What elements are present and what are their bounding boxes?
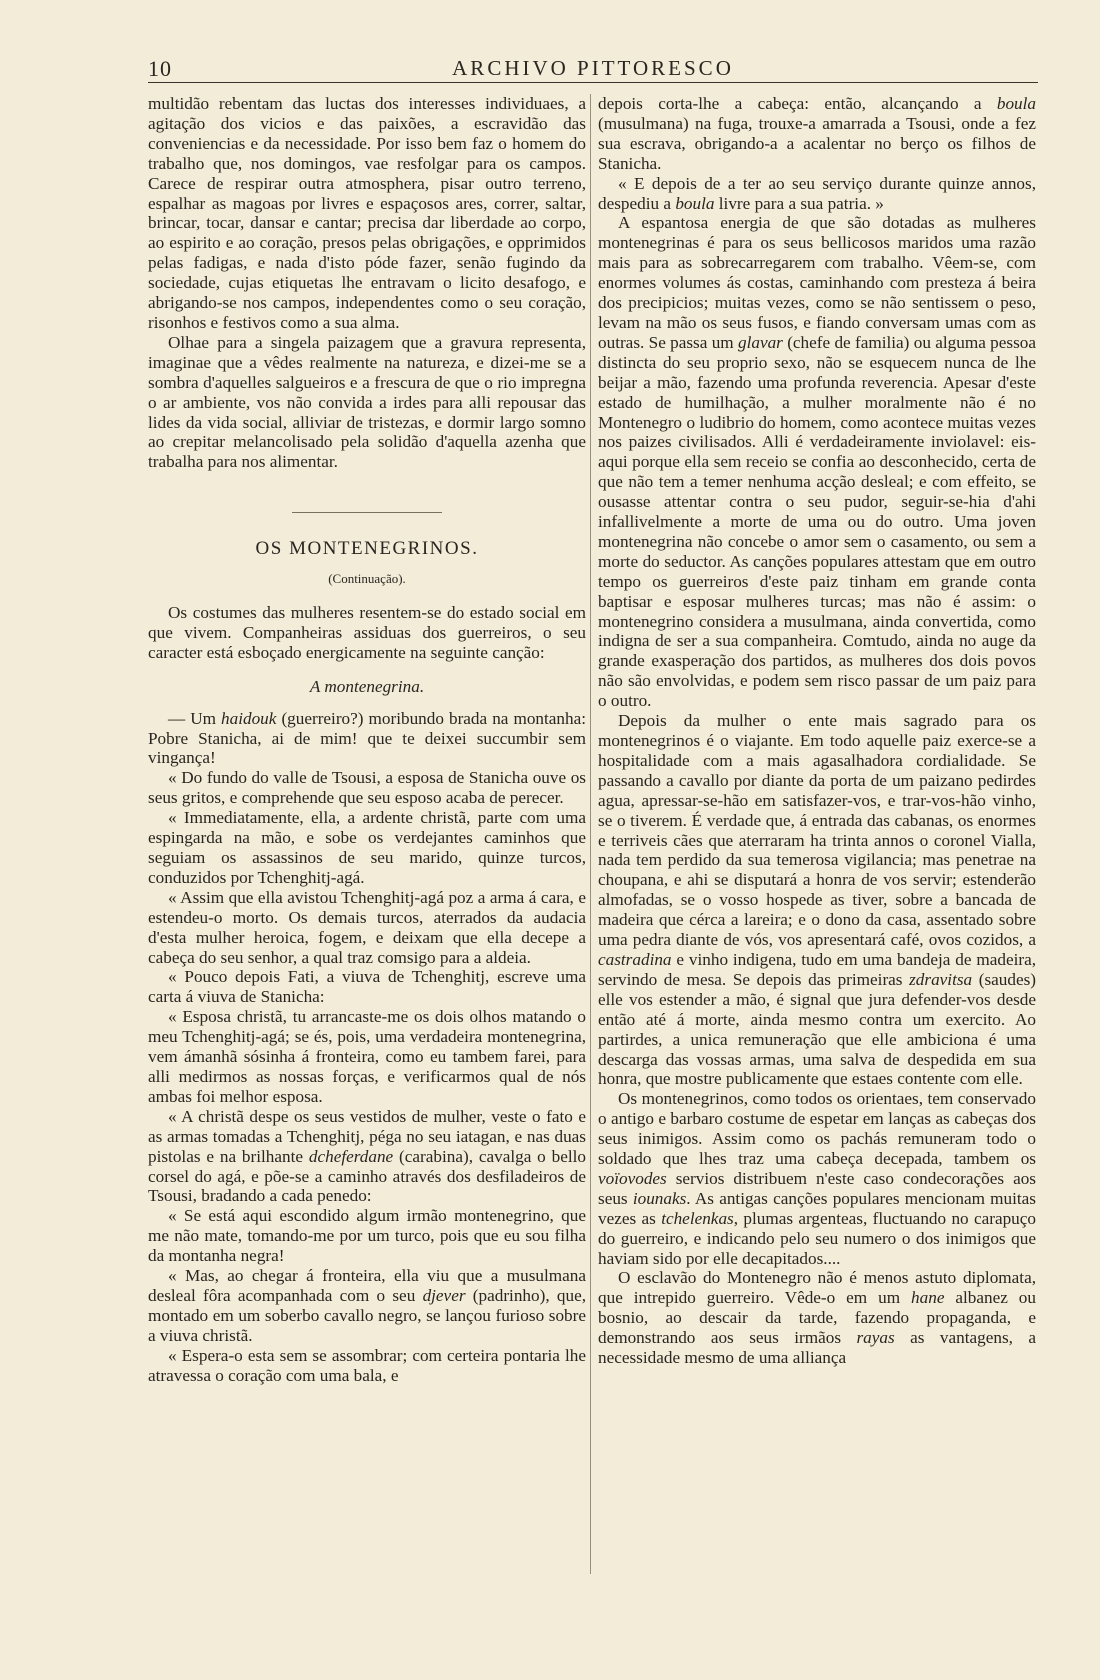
song-title: A montenegrina. xyxy=(309,676,425,696)
italic-term: dcheferdane xyxy=(308,1146,394,1166)
paragraph: multidão rebentam das luctas dos interesses individuaes, a agitação dos vicios e das paixões, a escravidão das conveniencias e da necessidade. Por isso bem faz o homem do trabalho que, nos domingos, vae resfolgar para os campos. Carece de respirar outra atmosphera, pisar outro terreno, espalhar as magoas por livres e espaçosos ares, correr, saltar, brincar, tocar, dansar e cantar; precisa dar liberdade ao corpo, ao espirito e ao coração, presos pelas obrigações, e opprimidos pelas fadigas, e nada d'isto póde fazer, senão fugindo da sociedade, cujas etiquetas lhe entravam o licito desafogo, e abrigando-se nos campos, independentes como o seu coração, risonhos e festivos como a sua alma. xyxy=(148,94,586,332)
italic-term: hane xyxy=(911,1288,945,1308)
paragraph: Depois da mulher o ente mais sagrado para os montenegrinos é o viajante. Em todo aquelle paiz exerce-se a hospitalidade com a mais agasalhadora cordialidade. Se passando a cavallo por diante da porta de um paizano pedirdes agua, apressar-se-hão em satisfazer-vos, e trar-vos-hão vinho, se o tiverem. É verdade que, á entrada das cabanas, os enormes e terriveis cães que aterraram ha trinta annos o coronel Vialla, nada tem perdido da sua temerosa vigilancia; mas penetrae na choupana, e ahi se disputará a honra de vos servir; estenderão almofadas, se o vosso hospede as tiver, sobre a bancada de madeira que cérca a lareira; e o dono da casa, assentado sobre uma pedra diante de vós, vos apresentará café, ovos cozidos, a castradina e vinho indigena, tudo em uma bandeja de madeira, servindo de mesa. Se depois das primeiras zdravitsa (saudes) elle vos estender a mão, é signal que jura defender-vos desde então até á morte, ainda mesmo contra um exercito. Ao partirdes, a unica remuneração que elle ambiciona é uma descarga das vossas armas, uma salva de despedida em sua honra, que mostre publicamente que estaes contente com elle. xyxy=(598,711,1036,1089)
italic-term: tchelenkas xyxy=(661,1208,734,1228)
paragraph: Os costumes das mulheres resentem-se do estado social em que vivem. Companheiras assiduas dos guerreiros, o seu caracter está esboçado energicamente na seguinte canção: xyxy=(148,603,586,662)
column-divider xyxy=(590,94,591,1574)
paragraph: « Immediatamente, ella, a ardente christã, parte com uma espingarda na mão, e sobe os verdejantes caminhos que seguiam os assassinos de seu marido, quinze turcos, conduzidos por Tchenghitj-agá. xyxy=(148,808,586,887)
italic-term: zdravitsa xyxy=(909,969,973,989)
header-rule xyxy=(148,82,1038,83)
paragraph: A espantosa energia de que são dotadas as mulheres montenegrinas é para os seus bellicosos maridos uma razão mais para as sobrecarregarem com trabalho. Vêem-se, com enormes volumes ás costas, caminhando com presteza á beira dos precipicios; muitas vezes, como se não sentissem o peso, levam na mão os seus fusos, e fiando conversam umas com as outras. Se passa um glavar (chefe de familia) ou alguma pessoa distincta do seu proprio sexo, não se esquecem nunca de lhe beijar a mão, fazendo uma profunda reverencia. Apesar d'este estado de humilhação, a mulher moralmente não é no Montenegro o ludibrio do homem, como acontece muitas vezes nos paizes civilisados. Alli é verdadeiramente inviolavel: eis-aqui porque ella sem receio se confia ao desconhecido, certa de que não tem a temer nenhuma acção desleal; e com effeito, se ousasse attentar contra o seu pudor, seguir-se-hia d'ahi infallivelmente a morte de uma ou do outro. Uma joven montenegrina não concebe o amor sem o casamento, ou sem a morte do seductor. As canções populares attestam que em outro tempo os guerreiros d'este paiz tinham em grande conta baptisar e esposar mulheres turcas; mas não é assim: o montenegrino considera a musulmana, ainda convertida, como indigna de ser a sua companheira. Comtudo, ainda no auge da grande exasperação dos partidos, as mulheres dos dois povos não são envolvidas, e podem sem risco passar de um paiz para o outro. xyxy=(598,213,1036,711)
paragraph: O esclavão do Montenegro não é menos astuto diplomata, que intrepido guerreiro. Vêde-o em um hane albanez ou bosnio, ao descair da tarde, fazendo propaganda, e demonstrando aos seus irmãos rayas as vantagens, a necessidade mesmo de uma alliança xyxy=(598,1268,1037,1368)
page-header xyxy=(148,56,1038,80)
paragraph: « Se está aqui escondido algum irmão montenegrino, que me não mate, tomando-me por um turco, pois que eu sou filha da montanha negra! xyxy=(148,1206,586,1266)
running-title: ARCHIVO PITTORESCO xyxy=(452,56,734,80)
paragraph: « Espera-o esta sem se assombrar; com certeira pontaria lhe atravessa o coração com uma bala, e xyxy=(148,1345,586,1385)
paragraph: « Esposa christã, tu arrancaste-me os dois olhos matando o meu Tchenghitj-agá; se és, pois, uma verdadeira montenegrina, vem ámanhã sósinha á fronteira, como eu tambem farei, para alli medirmos as nossas forças, e verificarmos qual de nós ambas foi melhor esposa. xyxy=(148,1007,586,1106)
paragraph: « Mas, ao chegar á fronteira, ella viu que a musulmana desleal fôra acompanhada com o seu djever (padrinho), que, montado em um soberbo cavallo negro, se lançou furioso sobre a viuva christã. xyxy=(148,1266,586,1345)
italic-term: iounaks xyxy=(632,1188,687,1208)
italic-term: boula xyxy=(996,94,1036,113)
right-column xyxy=(598,94,1036,1368)
italic-term: voïovodes xyxy=(598,1168,667,1188)
left-column xyxy=(148,94,586,1385)
italic-term: rayas xyxy=(856,1328,895,1348)
italic-term: glavar xyxy=(738,332,783,352)
paragraph: Os montenegrinos, como todos os orientaes, tem conservado o antigo e barbaro costume de espetar em lanças as cabeças dos seus inimigos. Assim como os pachás remuneram todo o soldado que lhes traz uma cabeça decepada, tambem os voïovodes servios distribuem n'este caso condecorações aos seus iounaks. As antigas canções populares mencionam muitas vezes as tchelenkas, plumas argenteas, fluctuando no carapuço do guerreiro, e indicando pelo seu numero o dos inimigos que haviam sido por elle decapitados.... xyxy=(598,1089,1036,1268)
paragraph: « E depois de a ter ao seu serviço durante quinze annos, despediu a boula livre para a sua patria. » xyxy=(598,173,1036,213)
paragraph: « Pouco depois Fati, a viuva de Tchenghitj, escreve uma carta á viuva de Stanicha: xyxy=(148,967,586,1007)
paragraph: — Um haidouk (guerreiro?) moribundo brada na montanha: Pobre Stanicha, ai de mim! que te deixei succumbir sem vingança! xyxy=(148,708,586,768)
paragraph: « Do fundo do valle de Tsousi, a esposa de Stanicha ouve os seus gritos, e comprehende que seu esposo acaba de perecer. xyxy=(148,768,586,808)
paragraph: Olhae para a singela paizagem que a gravura representa, imaginae que a vêdes realmente na natureza, e dizei-me se a sombra d'aquelles salgueiros e a frescura de que o rio impregna o ar ambiente, vos não convida a irdes para alli repousar das lides da vida social, alliviar de tristezas, e dormir largo somno ao crepitar melancolisado pela solidão d'aquella azenha que trabalha para nos alimentar. xyxy=(148,332,586,472)
page-number: 10 xyxy=(148,56,172,81)
section-separator xyxy=(292,512,442,513)
continuation-note: (Continuação). xyxy=(328,571,406,587)
paragraph: depois corta-lhe a cabeça: então, alcançando a boula (musulmana) na fuga, trouxe-a amarrada a Tsousi, onde a fez sua escrava, obrigando-a a acalentar no berço os filhos de Stanicha. xyxy=(598,94,1036,173)
paragraph: « Assim que ella avistou Tchenghitj-agá poz a arma á cara, e estendeu-o morto. Os demais turcos, aterrados da audacia d'esta mulher heroica, fogem, e deixam que ella decepe a cabeça do seu senhor, a qual traz comsigo para a aldeia. xyxy=(148,887,586,967)
italic-term: boula xyxy=(675,193,715,213)
italic-term: djever xyxy=(422,1285,466,1305)
section-title: OS MONTENEGRINOS. xyxy=(255,538,479,560)
italic-term: haidouk xyxy=(221,708,277,728)
italic-term: castradina xyxy=(598,949,672,969)
paragraph: « A christã despe os seus vestidos de mulher, veste o fato e as armas tomadas a Tchenghitj, péga no seu iatagan, e nas duas pistolas e na brilhante dcheferdane (carabina), cavalga o bello corsel do agá, e põe-se a caminho através dos desfiladeiros de Tsousi, bradando a cada penedo: xyxy=(148,1106,586,1206)
